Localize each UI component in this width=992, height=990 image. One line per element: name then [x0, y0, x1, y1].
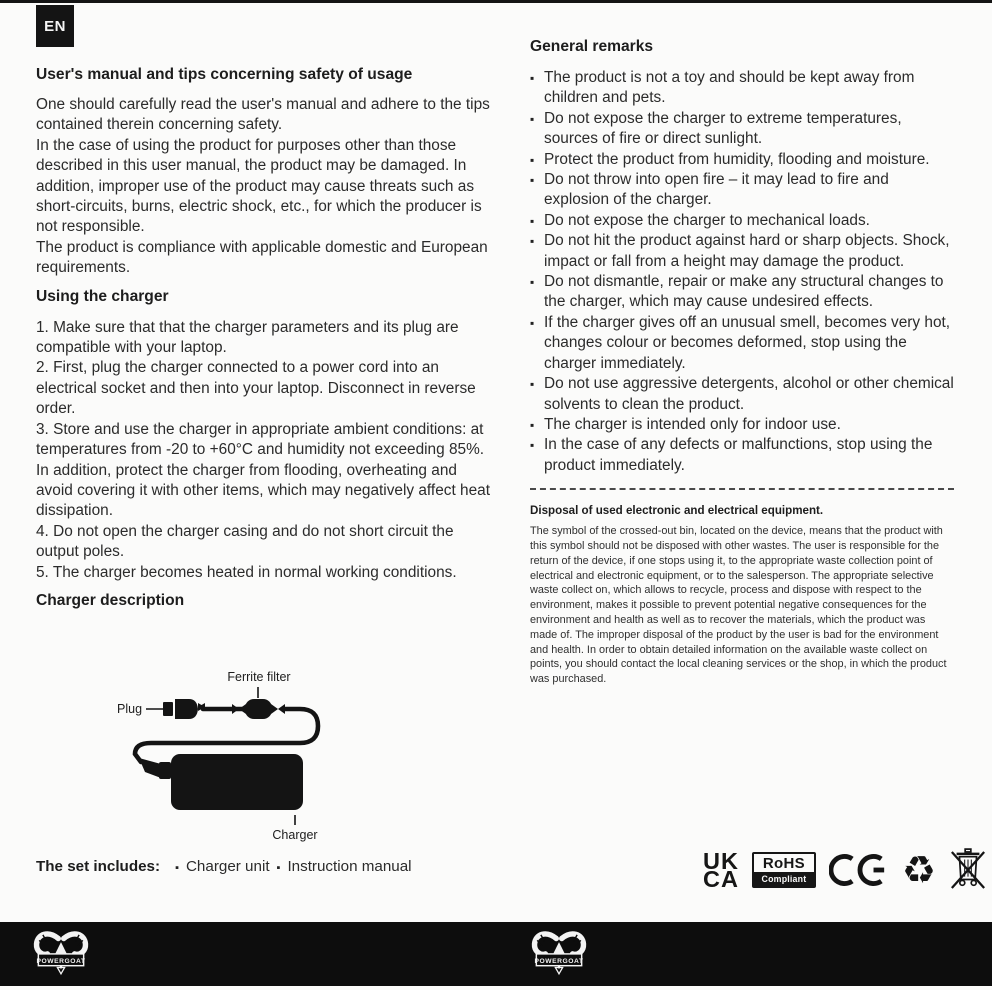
- plug-label: Plug: [117, 702, 143, 716]
- using-steps: [36, 318, 494, 583]
- language-badge-label: EN: [44, 17, 66, 35]
- remark-item: ▪ If the charger gives off an unusual smell, becomes very hot, changes colour or becomes deformed, stop using the charger immediately.: [530, 313, 958, 374]
- step-item: 1. Make sure that that the charger parameters and its plug are compatible with your laptop.: [36, 318, 459, 357]
- remark-item: ▪ In the case of any defects or malfunctions, stop using the product immediately.: [530, 435, 958, 476]
- dc-connector-icon: [139, 758, 161, 778]
- set-item: Instruction manual: [287, 858, 412, 875]
- rohs-mark: [752, 852, 816, 888]
- remark-item: ▪ Do not hit the product against hard or sharp objects. Shock, impact or fall from a height may damage the product.: [530, 231, 958, 272]
- intro-paragraph: One should carefully read the user's manual and adhere to the tips contained therein concerning safety.: [36, 96, 490, 134]
- bullet-icon: ▪: [175, 862, 179, 874]
- powergoat-logo: [32, 926, 90, 980]
- step-item: 5. The charger becomes heated in normal working conditions.: [36, 563, 457, 581]
- powergoat-logo-text: POWERGOAT: [36, 957, 86, 965]
- step-item: 3. Store and use the charger in appropriate ambient conditions: at temperatures from -20 to +60°C and humidity not exceeding 85%. In addition, protect the charger from flooding, overheating and avoid covering it with other items, which may negatively affect heat dissipation.: [36, 420, 490, 520]
- right-column: [530, 38, 958, 687]
- language-badge: [36, 5, 74, 47]
- ukca-mark: [703, 847, 739, 892]
- powergoat-logo: [530, 926, 588, 980]
- step-item: 4. Do not open the charger casing and do not short circuit the output poles.: [36, 522, 454, 561]
- ferrite-filter-icon: [245, 699, 272, 719]
- remark-item: ▪ Do not use aggressive detergents, alcohol or other chemical solvents to clean the product.: [530, 374, 958, 415]
- using-heading: Using the charger: [36, 287, 169, 305]
- ferrite-filter-label: Ferrite filter: [227, 670, 291, 684]
- cable-joint-icon: [232, 704, 246, 714]
- certification-marks: [703, 845, 987, 895]
- charger-body-icon: [171, 754, 303, 810]
- intro-paragraph: The product is compliance with applicable domestic and European requirements.: [36, 238, 488, 277]
- remark-item: ▪ Protect the product from humidity, flooding and moisture.: [530, 150, 958, 170]
- set-includes-label: The set includes:: [36, 858, 161, 875]
- bullet-icon: ▪: [530, 438, 535, 453]
- recycling-icon: ♻: [901, 848, 937, 892]
- bullet-icon: ▪: [530, 71, 535, 85]
- remark-item: ▪ The charger is intended only for indoor use.: [530, 415, 958, 435]
- manual-heading: User's manual and tips concerning safety of usage: [36, 66, 413, 83]
- set-item: Charger unit: [185, 858, 270, 875]
- ukca-bottom: CA: [703, 866, 739, 892]
- bullet-icon: ▪: [530, 315, 535, 330]
- footer-bar: [0, 922, 992, 986]
- manual-intro: [36, 95, 494, 279]
- charger-label: Charger: [272, 828, 318, 842]
- powergoat-logo-text: POWERGOAT: [534, 957, 584, 965]
- remarks-list: [530, 68, 958, 476]
- remark-item: ▪ Do not throw into open fire – it may lead to fire and explosion of the charger.: [530, 170, 958, 211]
- bullet-icon: ▪: [530, 111, 535, 126]
- bullet-icon: ▪: [530, 275, 535, 290]
- disposal-heading: Disposal of used electronic and electrical equipment.: [530, 504, 824, 518]
- rohs-label: RoHS: [762, 855, 805, 872]
- step-item: 2. First, plug the charger connected to a power cord into an electrical socket and then into your laptop. Disconnect in reverse order.: [36, 359, 476, 418]
- charger-diagram: [95, 662, 405, 850]
- remark-item: ▪ Do not expose the charger to extreme temperatures, sources of fire or direct sunlight.: [530, 109, 958, 150]
- dashed-separator: [530, 488, 954, 490]
- top-edge-rule: [0, 0, 992, 3]
- plug-icon: [163, 699, 205, 719]
- left-column: [36, 66, 494, 610]
- description-heading: Charger description: [36, 591, 185, 609]
- ce-mark-icon: [829, 852, 889, 888]
- bullet-icon: ▪: [530, 152, 535, 167]
- bullet-icon: ▪: [530, 417, 535, 432]
- disposal-body: The symbol of the crossed-out bin, located on the device, means that the product with this symbol should not be disposed with other wastes. The user is responsible for the return of the device, if one stops using it, to the appropriate waste collection point of electrical and electronic equipment, or to the salesperson. The appropriate selective waste collect on, which allows to recycle, process and dispose with respect to the environment, makes it possible to prevent potential negative consequences for the environment and health as well as to recover the materials, which the product was made of. The improper disposal of the product by the user is bad for the environment and health. In order to obtain detailed information on the available waste collect on points, you should contact the local cleaning services or the shop, in which the product was purchased.: [530, 525, 947, 686]
- bullet-icon: ▪: [276, 862, 281, 874]
- remark-item: ▪ The product is not a toy and should be kept away from children and pets.: [530, 68, 958, 109]
- rohs-compliant-label: Compliant: [754, 872, 814, 886]
- bullet-icon: ▪: [530, 213, 535, 228]
- remark-item: ▪ Do not dismantle, repair or make any structural changes to the charger, which may cause undesired effects.: [530, 272, 958, 313]
- ukca-top: UK: [703, 847, 739, 874]
- set-includes-line: [36, 858, 412, 875]
- dc-connector-tip: [159, 762, 171, 779]
- remark-item: ▪ Do not expose the charger to mechanical loads.: [530, 211, 958, 231]
- weee-crossed-bin-icon: [949, 847, 987, 893]
- intro-paragraph: In the case of using the product for purposes other than those described in this user manual, the product may be damaged. In addition, improper use of the product may cause threats such as short-circuits, burns, electric shock, etc., for which the producer is not responsible.: [36, 136, 482, 236]
- bullet-icon: ▪: [530, 173, 535, 188]
- bullet-icon: ▪: [530, 234, 535, 249]
- remarks-heading: General remarks: [530, 38, 654, 55]
- bullet-icon: ▪: [530, 377, 535, 392]
